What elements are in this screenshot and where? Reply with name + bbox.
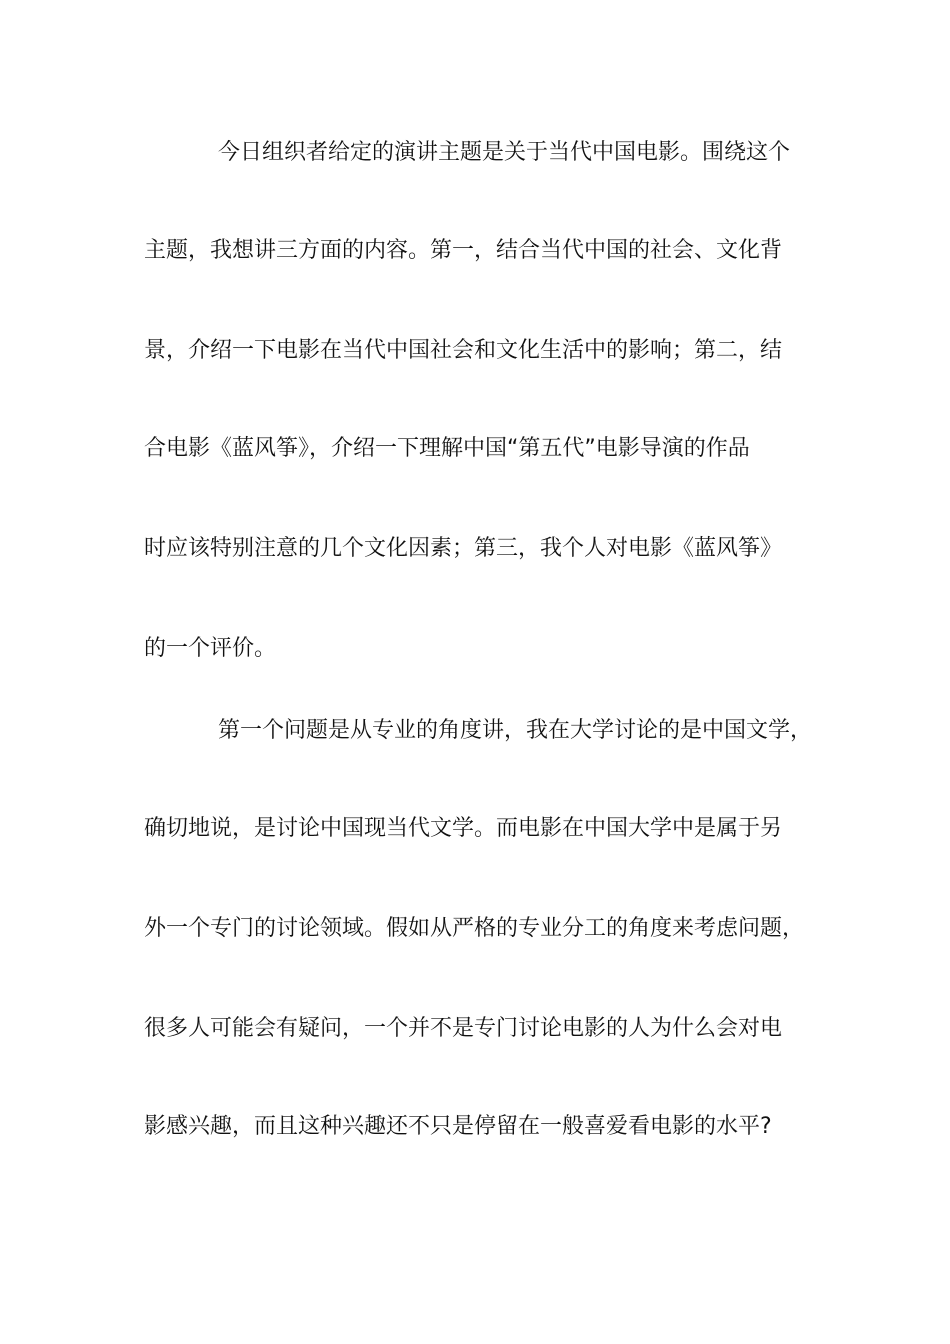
paragraph-1-line-6: 的一个评价。 (144, 636, 277, 661)
paragraph-1-line-2: 主题，我想讲三方面的内容。第一，结合当代中国的社会、文化背 (144, 238, 783, 263)
paragraph-2-line-3: 外一个专门的讨论领域。假如从严格的专业分工的角度来考虑问题， (144, 916, 805, 941)
paragraph-1-line-3: 景，介绍一下电影在当代中国社会和文化生活中的影响；第二，结 (144, 338, 783, 363)
paragraph-2-line-1: 第一个问题是从专业的角度讲，我在大学讨论的是中国文学， (218, 718, 813, 743)
paragraph-2-line-4: 很多人可能会有疑问，一个并不是专门讨论电影的人为什么会对电 (144, 1016, 783, 1041)
paragraph-1-line-1: 今日组织者给定的演讲主题是关于当代中国电影。围绕这个 (218, 140, 791, 165)
paragraph-2-line-2: 确切地说，是讨论中国现当代文学。而电影在中国大学中是属于另 (144, 816, 783, 841)
paragraph-2-line-5: 影感兴趣，而且这种兴趣还不只是停留在一般喜爱看电影的水平? (144, 1114, 772, 1139)
paragraph-1-line-4: 合电影《蓝风筝》，介绍一下理解中国“第五代”电影导演的作品 (144, 436, 750, 461)
paragraph-1-line-5: 时应该特别注意的几个文化因素；第三，我个人对电影《蓝风筝》 (144, 536, 783, 561)
